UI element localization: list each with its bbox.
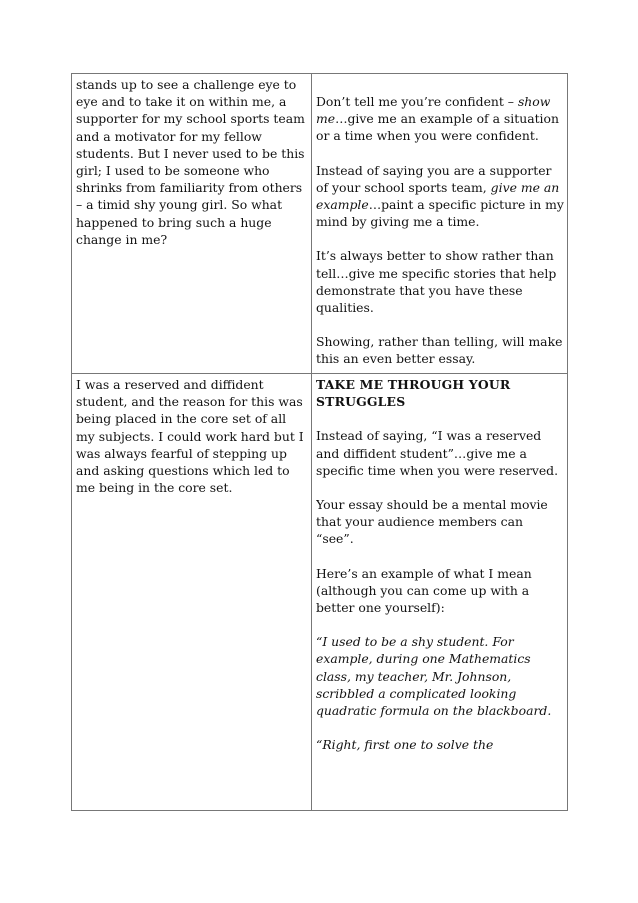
feedback-paragraph: Here’s an example of what I mean (although you can come up with a better one yourself): [316, 565, 532, 616]
feedback-paragraph: Instead of saying, “I was a reserved and diffident student”…give me a specific time when you were reserved. [316, 428, 559, 478]
essay-feedback-table [71, 73, 568, 811]
essay-text-cell [72, 374, 312, 811]
table-row [72, 74, 568, 374]
feedback-paragraph: Showing, rather than telling, will make this an even better essay. [316, 334, 563, 367]
essay-paragraph: stands up to see a challenge eye to eye and to take it on within me, a supporter for my school sports team and a motivator for my fellow students. But I never used to be this girl; I used to be someone who shrinks from familiarity from others – a timid shy young girl. So what happened to bring such a huge change in me? [76, 77, 305, 247]
feedback-heading: TAKE ME THROUGH YOUR STRUGGLES [316, 377, 511, 410]
essay-paragraph: I was a reserved and diffident student, and the reason for this was being placed in the core set of all my subjects. I could work hard but I was always fearful of stepping up and asking questions which led to me being in the core set. [76, 377, 304, 496]
table-row [72, 374, 568, 811]
feedback-cell [312, 374, 568, 811]
feedback-paragraph: It’s always better to show rather than tell…give me specific stories that help demonstrate that you have these qualities. [316, 248, 557, 316]
essay-text-cell [72, 74, 312, 374]
example-quote: “I used to be a shy student. For example, during one Mathematics class, my teacher, Mr. Johnson, scribbled a complicated looking quadratic formula on the blackboard. [316, 634, 552, 719]
feedback-cell [312, 74, 568, 374]
feedback-paragraph: Instead of saying you are a supporter of your school sports team, give me an example…paint a specific picture in my mind by giving me a time. [316, 162, 564, 230]
feedback-paragraph: Don’t tell me you’re confident – show me…give me an example of a situation or a time when you were confident. [316, 94, 559, 144]
example-quote: “Right, first one to solve the [316, 737, 494, 753]
feedback-paragraph: Your essay should be a mental movie that your audience members can “see”. [316, 497, 548, 547]
